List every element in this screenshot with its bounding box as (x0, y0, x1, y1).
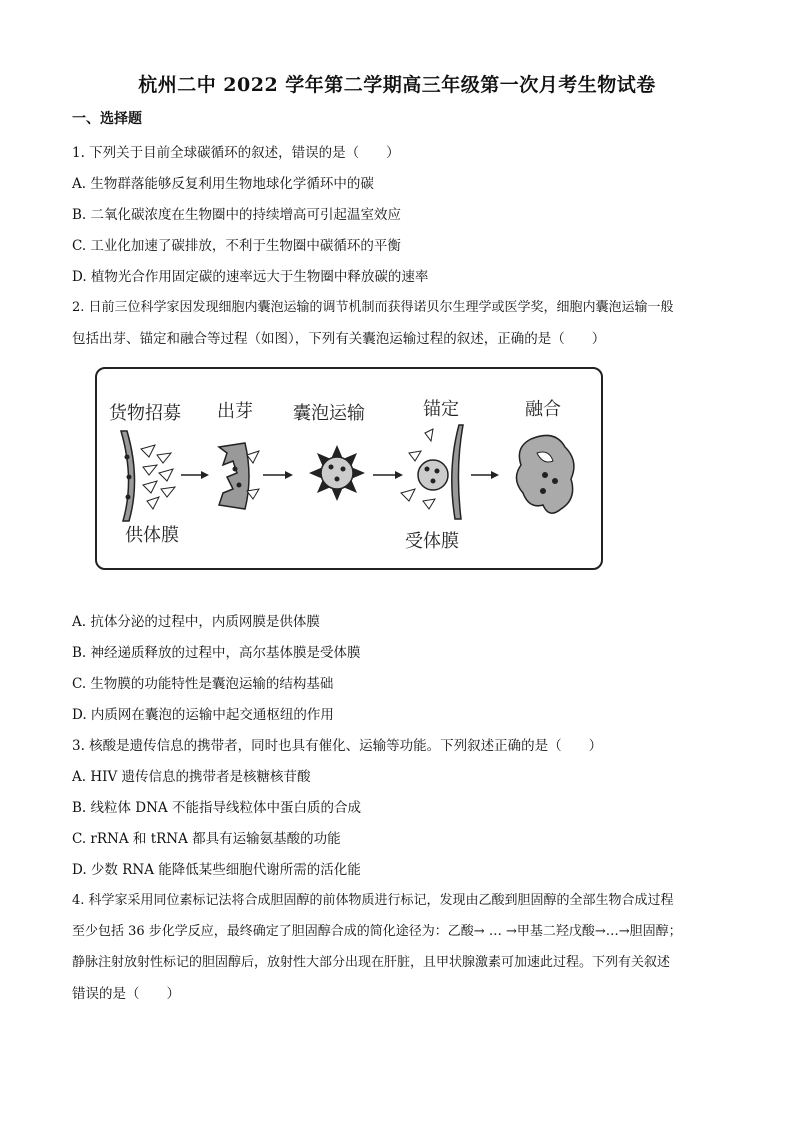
q1-option-a: A. 生物群落能够反复利用生物地球化学循环中的碳 (72, 176, 374, 192)
label-acceptor-membrane: 受体膜 (405, 531, 459, 552)
vesicle-diagram (97, 369, 601, 568)
label-donor-membrane: 供体膜 (125, 525, 179, 546)
q2-option-b: B. 神经递质释放的过程中，高尔基体膜是受体膜 (72, 645, 361, 661)
label-budding: 出芽 (217, 401, 253, 422)
q1-option-b: B. 二氧化碳浓度在生物圈中的持续增高可引起温室效应 (72, 207, 402, 223)
page-title: 杭州二中 2022 学年第二学期高三年级第一次月考生物试卷 (138, 74, 656, 96)
q2-option-a: A. 抗体分泌的过程中，内质网膜是供体膜 (72, 614, 320, 630)
cargo-recruitment-graphic (121, 431, 175, 521)
q2-option-c: C. 生物膜的功能特性是囊泡运输的结构基础 (72, 676, 334, 692)
q1-stem: 1. 下列关于目前全球碳循环的叙述，错误的是（ ） (72, 145, 400, 161)
label-vesicle-transport: 囊泡运输 (293, 403, 365, 424)
q2-stem-line1: 2. 日前三位科学家因发现细胞内囊泡运输的调节机制而获得诺贝尔生理学或医学奖，细胞内囊泡运输一般 (72, 300, 674, 315)
tethering-graphic (401, 425, 463, 519)
fusion-graphic (516, 435, 573, 513)
label-tethering: 锚定 (423, 399, 459, 420)
budding-graphic (219, 443, 259, 509)
vesicle-transport-figure (95, 367, 603, 570)
q2-option-d: D. 内质网在囊泡的运输中起交通枢纽的作用 (72, 707, 334, 723)
q2-stem-line2: 包括出芽、锚定和融合等过程（如图），下列有关囊泡运输过程的叙述，正确的是（ ） (72, 331, 606, 347)
label-fusion: 融合 (525, 399, 561, 420)
q1-option-c: C. 工业化加速了碳排放，不利于生物圈中碳循环的平衡 (72, 238, 401, 254)
q4-stem-line2: 至少包括 36 步化学反应，最终确定了胆固醇合成的简化途径为：乙酸→ … →甲基二羟戊酸→…→胆固醇； (72, 924, 682, 939)
q4-stem-line4: 错误的是（ ） (72, 986, 180, 1002)
q3-option-b: B. 线粒体 DNA 不能指导线粒体中蛋白质的合成 (72, 800, 361, 816)
label-cargo-recruitment: 货物招募 (109, 403, 181, 424)
q4-stem-line3: 静脉注射放射性标记的胆固醇后，放射性大部分出现在肝脏，且甲状腺激素可加速此过程。下列有关叙述 (72, 955, 671, 970)
section-heading: 一、选择题 (72, 111, 142, 127)
q1-option-d: D. 植物光合作用固定碳的速率远大于生物圈中释放碳的速率 (72, 269, 429, 285)
q3-stem: 3. 核酸是遗传信息的携带者，同时也具有催化、运输等功能。下列叙述正确的是（ ） (72, 738, 603, 754)
q3-option-a: A. HIV 遗传信息的携带者是核糖核苷酸 (72, 769, 311, 785)
q4-stem-line1: 4. 科学家采用同位素标记法将合成胆固醇的前体物质进行标记，发现由乙酸到胆固醇的全部生物合成过程 (72, 893, 674, 908)
transport-vesicle-graphic (309, 445, 365, 501)
q3-option-c: C. rRNA 和 tRNA 都具有运输氨基酸的功能 (72, 831, 341, 847)
q3-option-d: D. 少数 RNA 能降低某些细胞代谢所需的活化能 (72, 862, 361, 878)
